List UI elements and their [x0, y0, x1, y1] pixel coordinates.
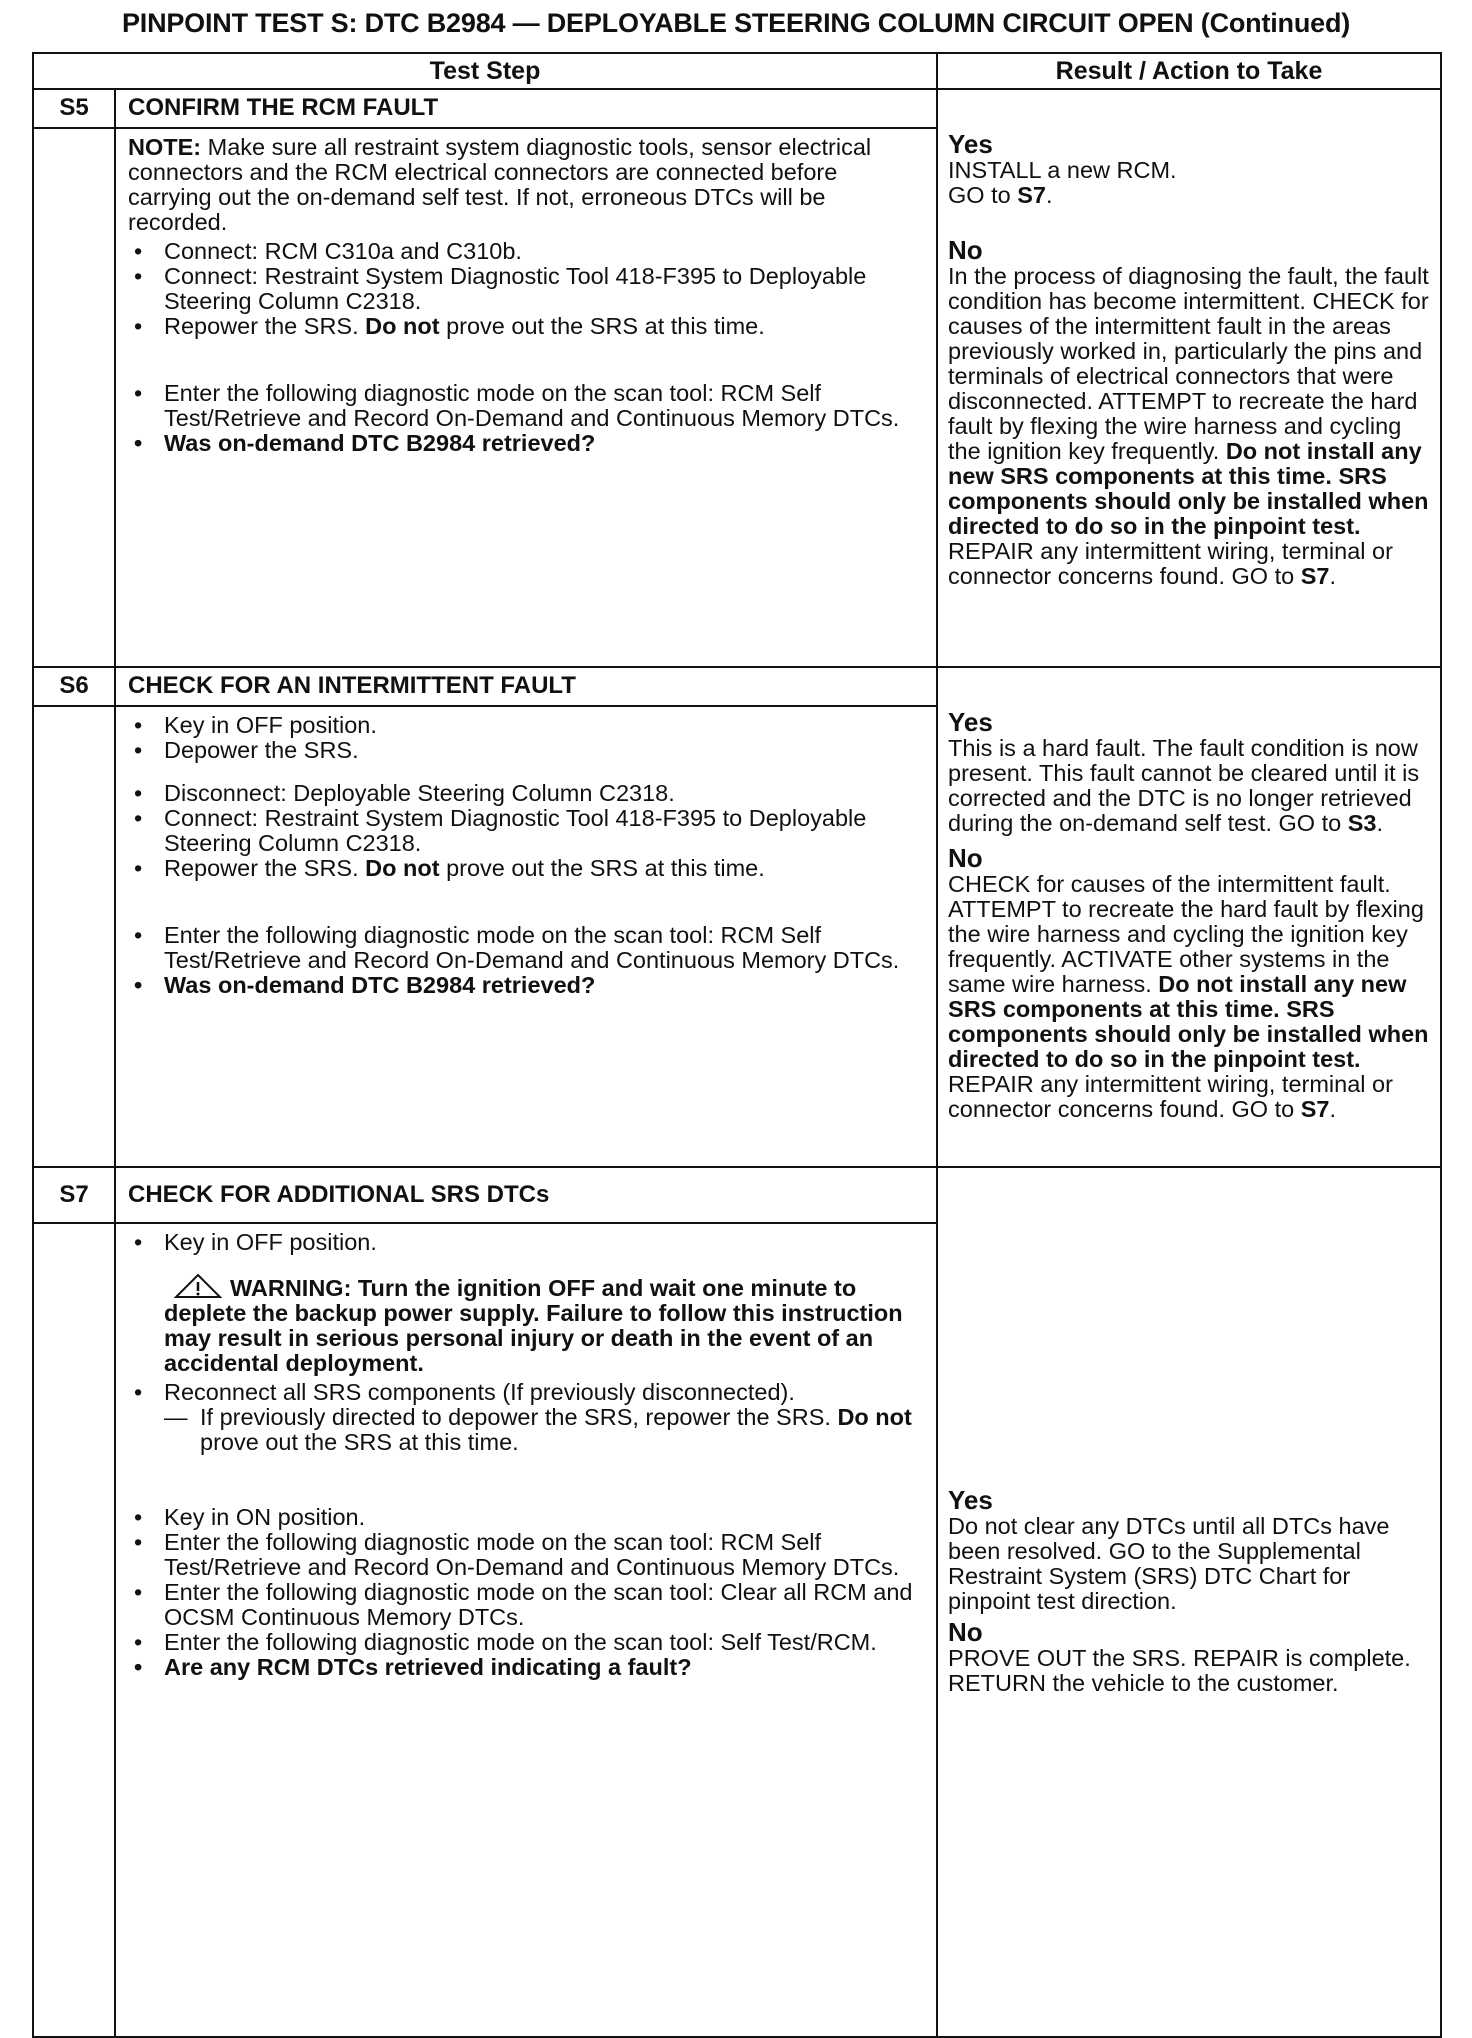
table-header-row — [33, 53, 1441, 89]
instruction-item: • Repower the SRS. Do not prove out the SRS at this time. — [128, 314, 926, 339]
result-no-text: In the process of diagnosing the fault, the fault condition has become intermittent. CHECK for causes of the intermittent fault in the areas previously worked in, particularly the pins and terminals of electrical connectors that were disconnected. ATTEMPT to recreate the hard fault by flexing the wire harness and cycling the ignition key frequently. Do not install any new SRS components at this time. SRS components should only be installed when directed to do so in the pinpoint test. REPAIR any intermittent wiring, terminal or connector concerns found. GO to S7. — [948, 263, 1429, 589]
page-title: PINPOINT TEST S: DTC B2984 — DEPLOYABLE STEERING COLUMN CIRCUIT OPEN (Continued) — [121, 8, 1351, 38]
sub-instruction: — If previously directed to depower the SRS, repower the SRS. Do not prove out the SRS at this time. — [164, 1403, 912, 1455]
header-test-step: Test Step — [33, 53, 937, 89]
step-id: S5 — [33, 89, 115, 128]
step-s5-instructions — [115, 128, 937, 667]
step-s5-title-row — [33, 89, 1441, 128]
instruction-item: • Depower the SRS. — [128, 738, 926, 763]
result-yes-text: Do not clear any DTCs until all DTCs have been resolved. GO to the Supplemental Restraint System (SRS) DTC Chart for pinpoint test direction. — [948, 1513, 1390, 1614]
step-s7-result — [937, 1167, 1441, 2037]
step-title: CONFIRM THE RCM FAULT — [115, 89, 937, 128]
pinpoint-test-table — [32, 52, 1442, 2038]
instruction-item: • Reconnect all SRS components (If previously disconnected). — [128, 1380, 926, 1405]
step-id: S6 — [33, 667, 115, 706]
instruction-item: • Repower the SRS. Do not prove out the SRS at this time. — [128, 856, 926, 881]
instruction-item: • Key in OFF position. — [128, 713, 926, 738]
step-id: S7 — [33, 1167, 115, 1223]
result-yes-goto: GO to S7. — [948, 182, 1053, 208]
step-title: CHECK FOR ADDITIONAL SRS DTCs — [115, 1167, 937, 1223]
instruction-item: • Connect: Restraint System Diagnostic Tool 418-F395 to Deployable Steering Column C2318. — [128, 806, 926, 856]
step-s7-title-row — [33, 1167, 1441, 1223]
warning-text: WARNING: Turn the ignition OFF and wait one minute to deplete the backup power supply. Failure to follow this instruction may result in serious personal injury or death in the event of an accidental deployment. — [164, 1274, 903, 1376]
warning-icon — [174, 1273, 222, 1299]
result-yes-label: Yes — [948, 707, 993, 737]
result-yes-label: Yes — [948, 129, 993, 159]
step-s7-instructions — [115, 1223, 937, 2037]
note: NOTE: Make sure all restraint system diagnostic tools, sensor electrical connectors and the RCM electrical connectors are connected before carrying out the on-demand self test. If not, erroneous DTCs will be recorded. — [128, 133, 872, 235]
instruction-item: • Connect: Restraint System Diagnostic Tool 418-F395 to Deployable Steering Column C2318. — [128, 264, 926, 314]
step-title: CHECK FOR AN INTERMITTENT FAULT — [115, 667, 937, 706]
result-no-text: PROVE OUT the SRS. REPAIR is complete. RETURN the vehicle to the customer. — [948, 1645, 1411, 1696]
result-no-label: No — [948, 235, 983, 265]
instruction-question: • Was on-demand DTC B2984 retrieved? — [128, 431, 926, 456]
step-s6-result — [937, 667, 1441, 1167]
instruction-item: • Enter the following diagnostic mode on the scan tool: Self Test/RCM. — [128, 1630, 926, 1655]
step-s6-title-row — [33, 667, 1441, 706]
instruction-item: • Enter the following diagnostic mode on the scan tool: RCM Self Test/Retrieve and Record On-Demand and Continuous Memory DTCs. — [128, 381, 926, 431]
instruction-item: • Enter the following diagnostic mode on the scan tool: Clear all RCM and OCSM Continuous Memory DTCs. — [128, 1580, 926, 1630]
instruction-item: • Connect: RCM C310a and C310b. — [128, 239, 926, 264]
step-s6-instructions — [115, 706, 937, 1167]
instruction-item: • Enter the following diagnostic mode on the scan tool: RCM Self Test/Retrieve and Record On-Demand and Continuous Memory DTCs. — [128, 1530, 926, 1580]
instruction-item: • Enter the following diagnostic mode on the scan tool: RCM Self Test/Retrieve and Record On-Demand and Continuous Memory DTCs. — [128, 923, 926, 973]
result-no-label: No — [948, 1617, 983, 1647]
instruction-question: • Are any RCM DTCs retrieved indicating a fault? — [128, 1655, 926, 1680]
result-no-label: No — [948, 843, 983, 873]
header-result: Result / Action to Take — [937, 53, 1441, 89]
result-yes-text: This is a hard fault. The fault condition is now present. This fault cannot be cleared until it is corrected and the DTC is no longer retrieved during the on-demand self test. GO to S3. — [948, 735, 1420, 836]
instruction-item: • Disconnect: Deployable Steering Column C2318. — [128, 781, 926, 806]
result-no-text: CHECK for causes of the intermittent fault. ATTEMPT to recreate the hard fault by flexing the wire harness and cycling the ignition key frequently. ACTIVATE other systems in the same wire harness. Do not install any new SRS components at this time. SRS components should only be installed when directed to do so in the pinpoint test. REPAIR any intermittent wiring, terminal or connector concerns found. GO to S7. — [948, 871, 1429, 1122]
instruction-question: • Was on-demand DTC B2984 retrieved? — [128, 973, 926, 998]
result-yes-text: INSTALL a new RCM. — [948, 157, 1177, 183]
step-s5-result — [937, 89, 1441, 667]
instruction-item: • Key in OFF position. — [128, 1230, 926, 1255]
result-yes-label: Yes — [948, 1485, 993, 1515]
instruction-item: • Key in ON position. — [128, 1505, 926, 1530]
warning-block — [128, 1273, 926, 1376]
